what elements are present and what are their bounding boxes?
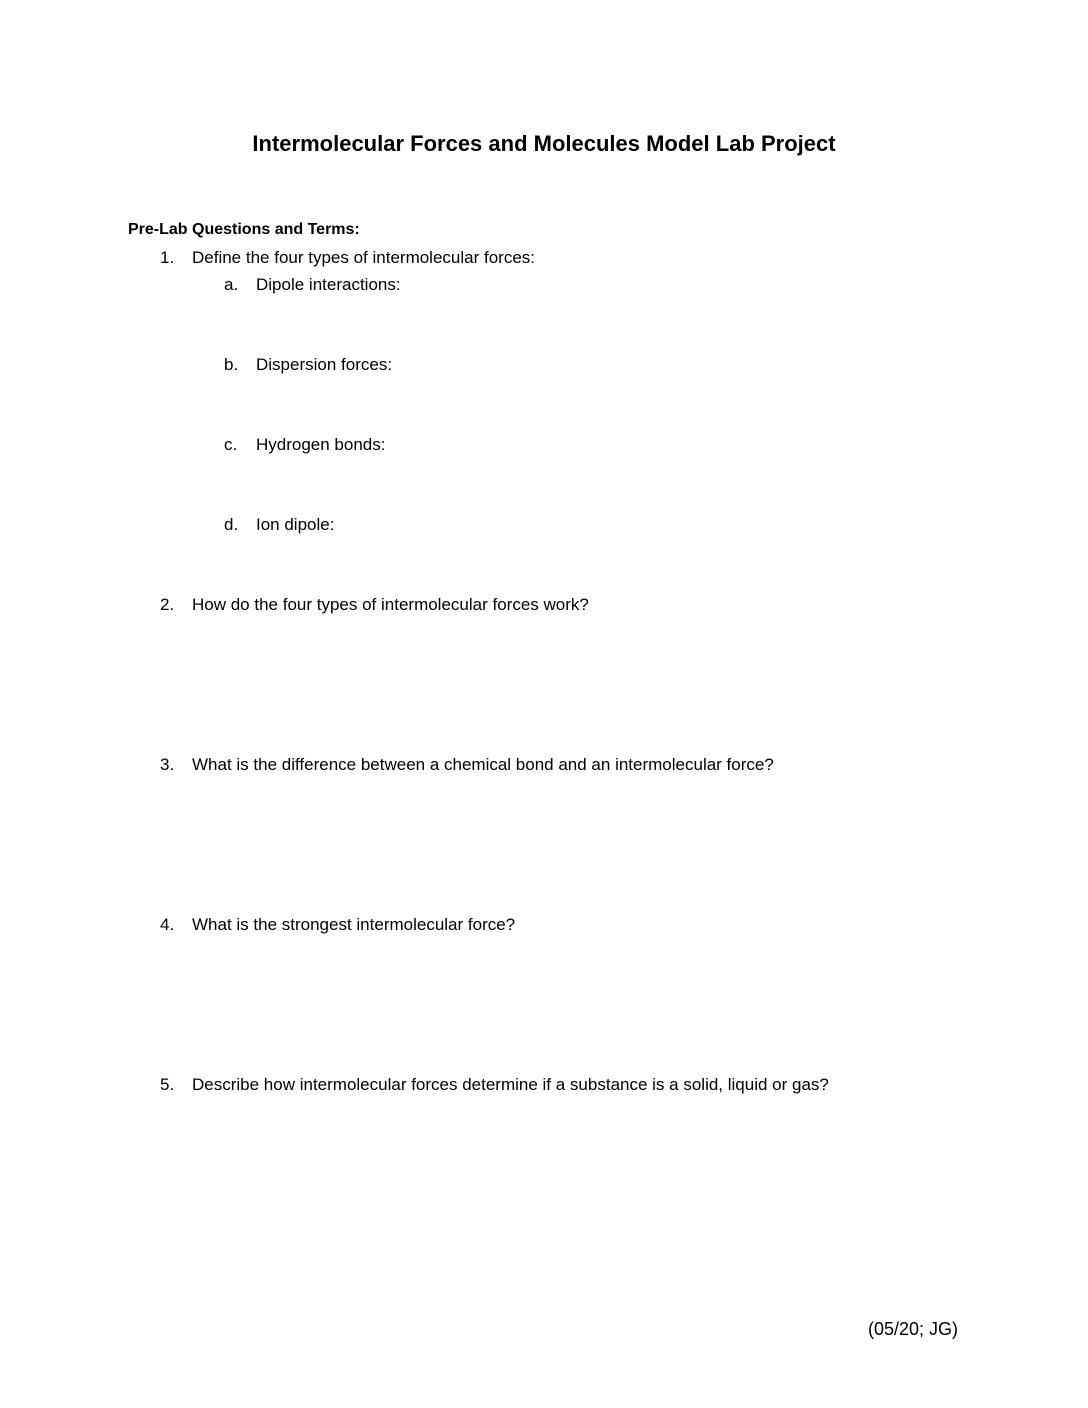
question-text: Define the four types of intermolecular forces: xyxy=(192,248,535,267)
question-text: What is the strongest intermolecular force? xyxy=(192,915,516,934)
footer-code: (05/20; JG) xyxy=(867,1319,958,1339)
sub-question-letter: d. xyxy=(224,515,239,534)
question-text: What is the difference between a chemical bond and an intermolecular force? xyxy=(192,755,774,774)
question-2 xyxy=(160,593,589,617)
sub-question-text: Dipole interactions: xyxy=(256,275,401,294)
question-number: 1. xyxy=(160,248,175,267)
sub-question-text: Hydrogen bonds: xyxy=(256,435,386,454)
question-number: 4. xyxy=(160,915,175,934)
sub-question-b xyxy=(224,353,392,377)
question-text: Describe how intermolecular forces determine if a substance is a solid, liquid or gas? xyxy=(192,1075,829,1094)
question-1 xyxy=(160,246,535,270)
sub-question-text: Ion dipole: xyxy=(256,515,335,534)
question-5 xyxy=(160,1073,829,1097)
sub-question-a xyxy=(224,273,401,297)
section-heading: Pre-Lab Questions and Terms: xyxy=(128,221,360,238)
sub-question-letter: c. xyxy=(224,435,238,454)
page-title: Intermolecular Forces and Molecules Model Lab Project xyxy=(252,131,836,156)
question-number: 5. xyxy=(160,1075,175,1094)
question-text: How do the four types of intermolecular forces work? xyxy=(192,595,589,614)
sub-question-text: Dispersion forces: xyxy=(256,355,393,374)
sub-question-letter: a. xyxy=(224,275,239,294)
sub-question-letter: b. xyxy=(224,355,239,374)
question-3 xyxy=(160,753,774,777)
question-4 xyxy=(160,913,515,937)
sub-question-d xyxy=(224,513,334,537)
question-number: 2. xyxy=(160,595,175,614)
sub-question-c xyxy=(224,433,385,457)
question-number: 3. xyxy=(160,755,175,774)
